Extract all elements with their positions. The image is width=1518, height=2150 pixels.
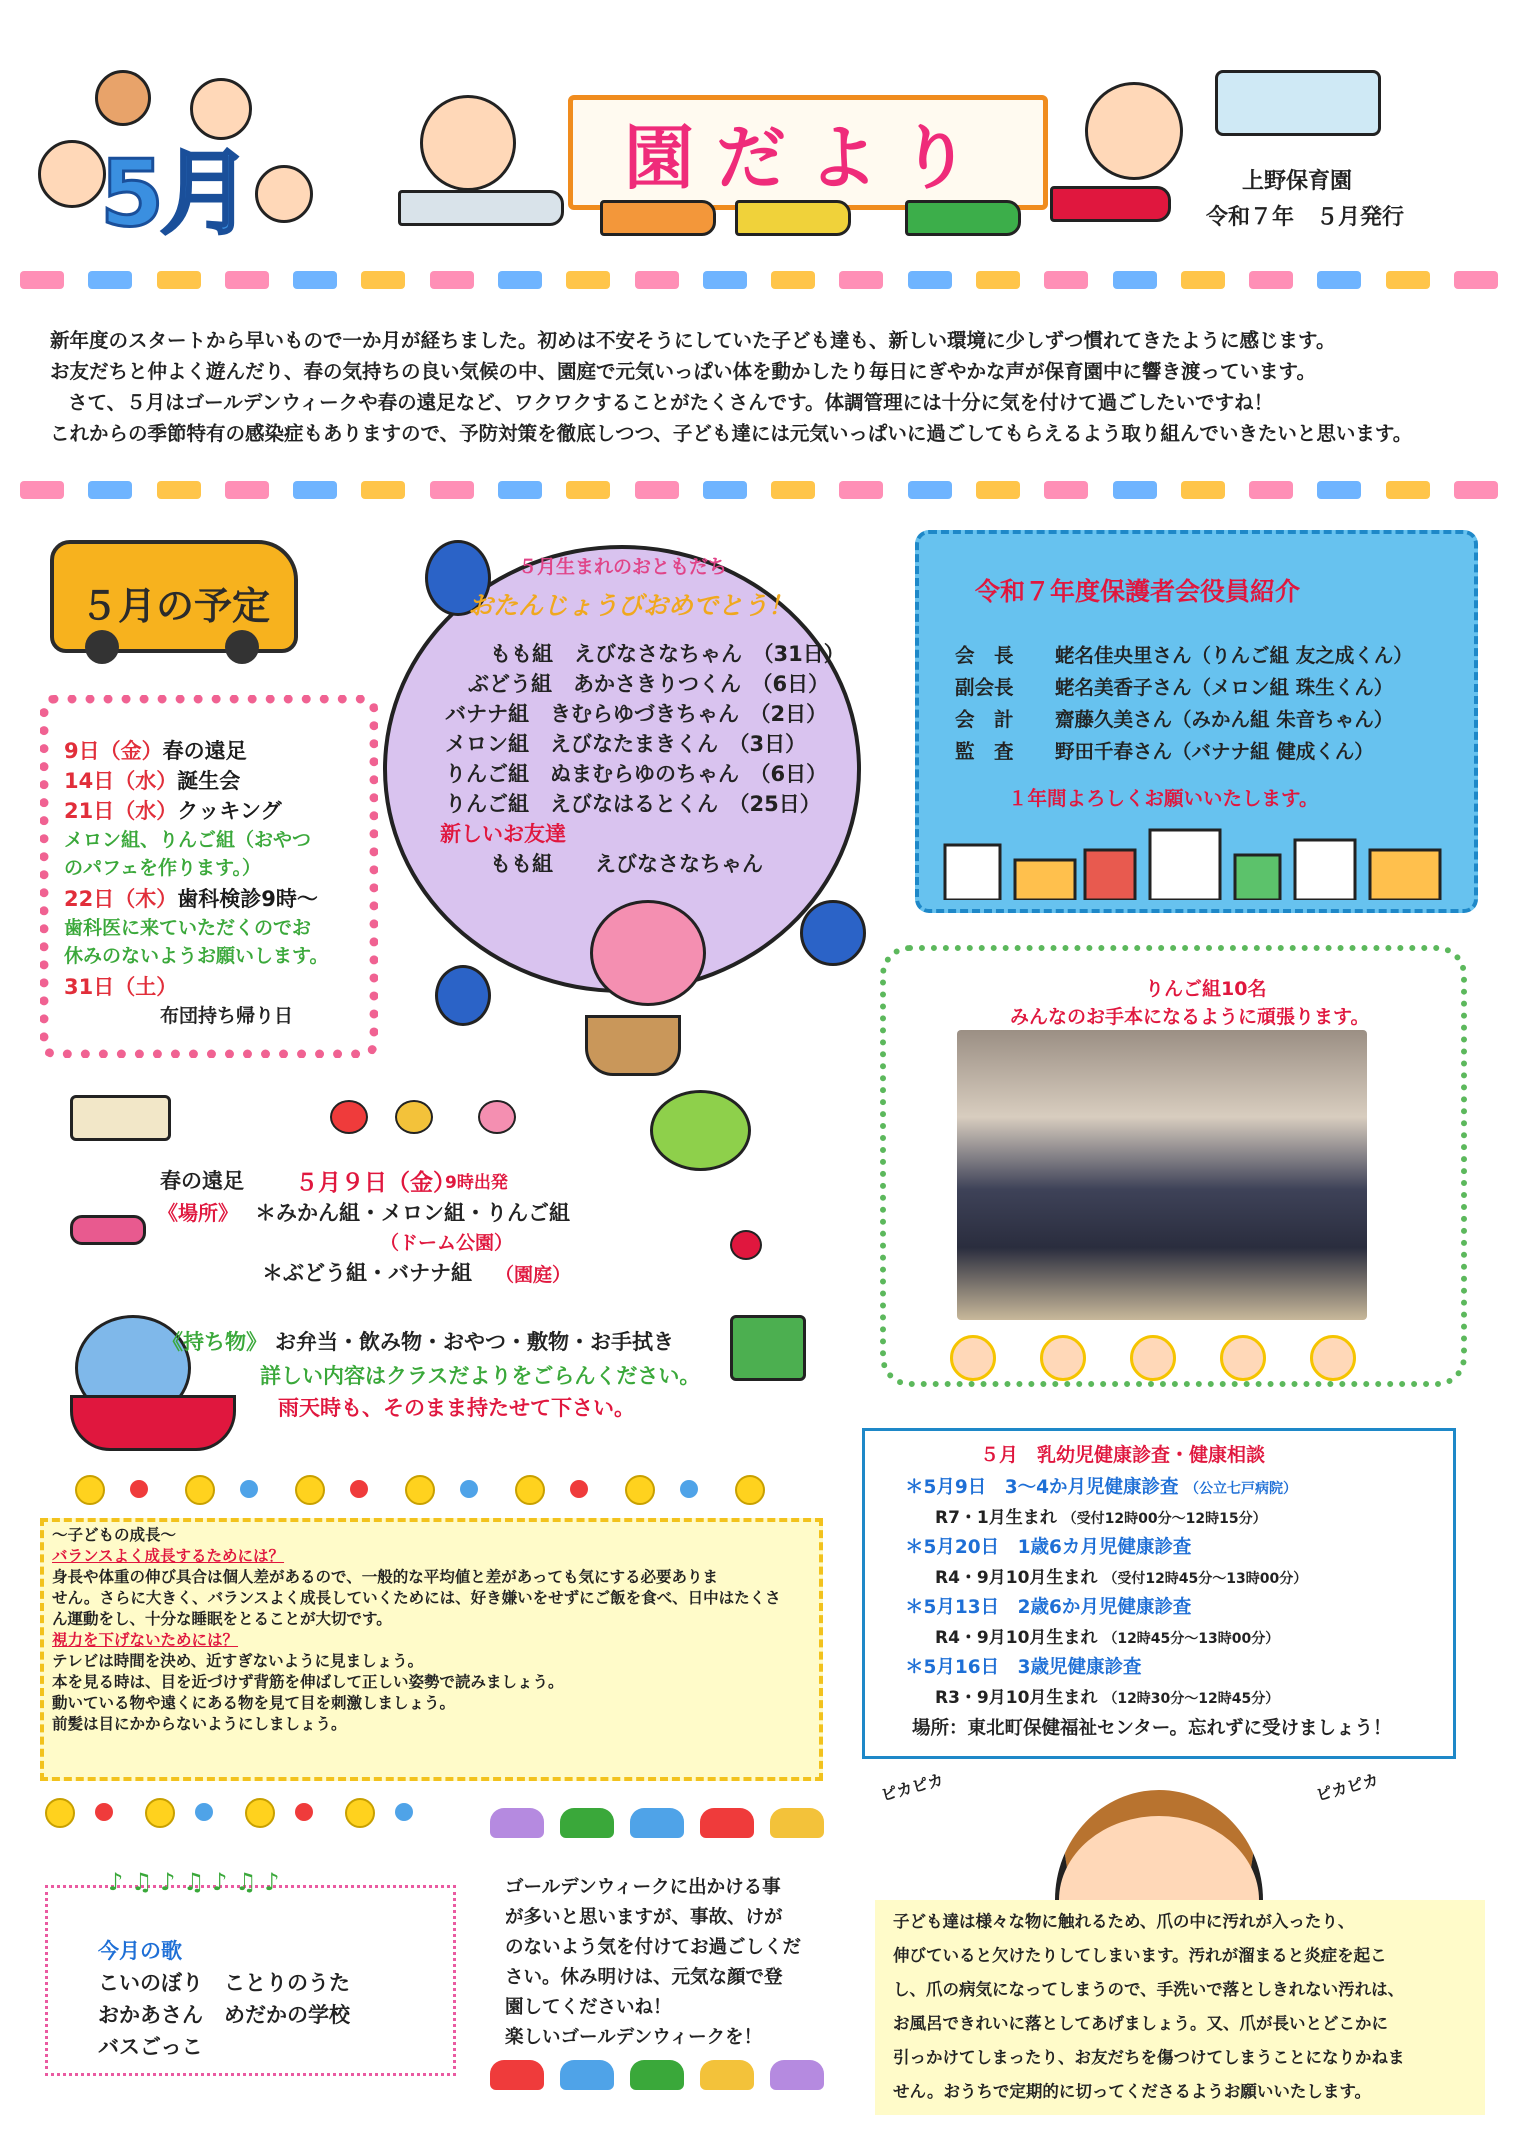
intro-line: 新年度のスタートから早いもので一か月が経ちました。初めは不安そうにしていた子ども達も、新しい環境に少しずつ慣れてきたように感じます。 — [50, 329, 1336, 352]
flower-icon — [295, 1803, 313, 1821]
song-line: バスごっこ — [98, 2035, 203, 2059]
girl-illustration — [1085, 82, 1183, 180]
song-line: おかあさん めだかの学校 — [98, 2003, 350, 2027]
bus-wheel-icon — [85, 630, 119, 664]
checkup-target: R7・1月生まれ （受付12時00分～12時15分） — [935, 1508, 1267, 1528]
checkup-target: R4・9月10月生まれ （12時45分～13時00分） — [935, 1628, 1280, 1648]
chick-icon — [75, 1475, 105, 1505]
bath-illustration — [1215, 70, 1381, 136]
chick-icon — [515, 1475, 545, 1505]
growth-text: せん。さらに大きく、バランスよく成長していくためには、好き嫌いをせずにご飯を食べ、日中はたくさ — [52, 1589, 781, 1607]
excursion-items: お弁当・飲み物・おやつ・敷物・お手拭き — [275, 1330, 674, 1354]
intro-text — [50, 325, 1470, 449]
rabbit-illustration — [95, 70, 151, 126]
excursion-rain-note: 雨天時も、そのまま持たせて下さい。 — [278, 1396, 635, 1420]
golden-week-text: さい。休み明けは、元気な顔で登 — [505, 1967, 783, 1988]
schedule-item: 21日（水）クッキング — [64, 799, 282, 823]
officer-row: 監 査 野田千春さん（バナナ組 健成くん） — [955, 740, 1374, 763]
chick-icon — [405, 1475, 435, 1505]
bag-illustration — [70, 1395, 236, 1451]
schedule-item: 22日（木）歯科検診9時～ — [64, 887, 318, 911]
golden-week-text: が多いと思いますが、事故、けが — [505, 1907, 783, 1928]
child-face-illustration — [1220, 1335, 1266, 1381]
growth-heading: ～子どもの成長～ — [52, 1526, 177, 1544]
flower-icon — [570, 1480, 588, 1498]
child-illustration — [255, 165, 313, 223]
newsletter-title-box — [568, 95, 1048, 210]
checkup-title: ５月 乳幼児健康診査・健康相談 — [980, 1444, 1266, 1466]
chick-icon — [185, 1475, 215, 1505]
birthday-row: りんご組 ぬまむらゆのちゃん （6日） — [445, 762, 828, 786]
checkup-place: 場所：東北町保健福祉センター。忘れずに受けましょう！ — [912, 1718, 1392, 1739]
candy-icon — [70, 1215, 146, 1245]
sparkle-text: ピカピカ — [1313, 1770, 1381, 1805]
birthday-subheading: おたんじょうびおめでとう！ — [468, 591, 794, 620]
excursion-title: 春の遠足 — [160, 1169, 244, 1193]
lunchbox-icon — [730, 1315, 806, 1381]
officer-row: 会 長 蛯名佳央里さん（りんご組 友之成くん） — [955, 644, 1413, 667]
officer-row: 会 計 齋藤久美さん（みかん組 朱音ちゃん） — [955, 708, 1394, 731]
new-friends-label: 新しいお友達 — [440, 822, 566, 846]
car-icon — [630, 1808, 684, 1838]
birthday-row: メロン組 えびなたまきくん （3日） — [445, 732, 807, 756]
flower-icon — [330, 1100, 368, 1134]
chick-icon — [245, 1798, 275, 1828]
excursion-time: 9時出発 — [445, 1173, 508, 1193]
flower-icon — [478, 1100, 516, 1134]
tomato-icon — [730, 1230, 762, 1260]
frog-illustration — [650, 1090, 751, 1171]
birthday-row: バナナ組 きむらゆづきちゃん （2日） — [445, 702, 828, 726]
birthday-row: りんご組 えびなはるとくん （25日） — [445, 792, 821, 816]
excursion-place: （ドーム公園） — [380, 1232, 514, 1254]
koinobori-garland — [20, 265, 1498, 295]
growth-question: 視力を下げないためには？ — [52, 1631, 239, 1649]
excursion-date: ５月９日（金） — [295, 1170, 456, 1196]
sparkle-text: ピカピカ — [878, 1770, 946, 1805]
schedule-item-note: 布団持ち帰り日 — [160, 1005, 294, 1027]
schedule-item-note: のパフェを作ります。） — [64, 857, 262, 879]
checkup-entry: ＊5月9日 3～4か月児健康診査 （公立七戸病院） — [905, 1477, 1297, 1498]
car-icon — [630, 2060, 684, 2090]
month-badge: 5月 — [100, 140, 249, 247]
boy-on-koinobori-illustration — [420, 95, 516, 191]
flower-icon — [95, 1803, 113, 1821]
growth-text: 動いている物や遠くにある物を見て目を刺激しましょう。 — [52, 1694, 456, 1712]
intro-line: さて、５月はゴールデンウィークや春の遠足など、ワクワクすることがたくさんです。体調管理には十分に気を付けて過ごしたいですね！ — [68, 391, 1274, 414]
nail-care-text: 伸びていると欠けたりしてしまいます。汚れが溜まると炎症を起こ — [893, 1946, 1387, 1965]
nail-care-text: 子ども達は様々な物に触れるため、爪の中に汚れが入ったり、 — [893, 1912, 1355, 1931]
city-illustration — [935, 820, 1450, 900]
new-friend-row: もも組 えびなさなちゃん — [490, 852, 763, 876]
child-face-illustration — [1130, 1335, 1176, 1381]
child-face-illustration — [950, 1335, 996, 1381]
car-icon — [700, 2060, 754, 2090]
growth-text: 前髪は目にかからないようにしましょう。 — [52, 1715, 347, 1733]
chick-icon — [345, 1798, 375, 1828]
school-name: 上野保育園 — [1242, 169, 1353, 194]
growth-text: ん運動をし、十分な睡眠をとることが大切です。 — [52, 1610, 392, 1628]
koinobori-icon — [398, 190, 564, 226]
schedule-item: 31日（土） — [64, 975, 178, 999]
officers-thanks: １年間よろしくお願いいたします。 — [1008, 787, 1319, 810]
bird-illustration — [800, 900, 866, 966]
sandwich-illustration — [70, 1095, 171, 1141]
car-icon — [560, 2060, 614, 2090]
nail-care-text: せん。おうちで定期的に切ってくださるようお願いいたします。 — [893, 2082, 1372, 2101]
child-face-illustration — [1310, 1335, 1356, 1381]
golden-week-text: ゴールデンウィークに出かける事 — [505, 1877, 781, 1898]
growth-text: テレビは時間を決め、近すぎないように見ましょう。 — [52, 1652, 424, 1670]
excursion-place-label: 《場所》 — [158, 1201, 238, 1225]
car-icon — [770, 1808, 824, 1838]
car-icon — [700, 1808, 754, 1838]
koinobori-icon — [905, 200, 1021, 236]
excursion-group: ＊ぶどう組・バナナ組 — [262, 1261, 472, 1285]
flower-icon — [395, 1100, 433, 1134]
officer-row: 副会長 蛯名美香子さん（メロン組 珠生くん） — [955, 676, 1394, 699]
koinobori-icon — [735, 200, 851, 236]
rabbit-illustration — [590, 900, 706, 1006]
growth-question: バランスよく成長するためには？ — [52, 1547, 285, 1565]
chick-icon — [45, 1798, 75, 1828]
schedule-item: 9日（金）春の遠足 — [64, 739, 247, 763]
golden-week-text: 楽しいゴールデンウィークを！ — [505, 2027, 763, 2048]
officers-title: 令和７年度保護者会役員紹介 — [975, 577, 1301, 606]
issue-date: 令和７年 ５月発行 — [1206, 205, 1405, 230]
checkup-entry: ＊5月20日 1歳6カ月児健康診査 — [905, 1537, 1192, 1558]
child-illustration — [38, 140, 106, 208]
birthday-row: もも組 えびなさなちゃん （31日） — [490, 642, 845, 666]
newsletter-title: 園だより — [624, 116, 992, 199]
flower-icon — [350, 1480, 368, 1498]
excursion-group: ＊みかん組・メロン組・りんご組 — [255, 1201, 570, 1225]
bird-illustration — [435, 965, 491, 1026]
flower-icon — [240, 1480, 258, 1498]
apple-class-caption: りんご組10名 — [1145, 978, 1267, 1000]
schedule-item-note: 休みのないようお願いします。 — [64, 945, 329, 967]
golden-week-text: 園してくださいね！ — [505, 1997, 672, 2018]
birthday-heading: ５月生まれのおともだち — [518, 556, 728, 578]
schedule-item-note: メロン組、りんご組（おやつ — [64, 829, 312, 851]
balloon-basket-illustration — [585, 1015, 681, 1076]
schedule-label: ５月の予定 — [80, 584, 271, 628]
checkup-entry: ＊5月13日 2歳6か月児健康診査 — [905, 1597, 1192, 1618]
child-face-illustration — [1040, 1335, 1086, 1381]
koinobori-garland — [20, 475, 1498, 505]
chick-icon — [145, 1798, 175, 1828]
checkup-target: R4・9月10月生まれ （受付12時45分～13時00分） — [935, 1568, 1308, 1588]
car-icon — [490, 1808, 544, 1838]
checkup-target: R3・9月10月生まれ （12時30分～12時45分） — [935, 1688, 1280, 1708]
flower-icon — [395, 1803, 413, 1821]
intro-line: これからの季節特有の感染症もありますので、予防対策を徹底しつつ、子ども達には元気いっぱいに過ごしてもらえるよう取り組んでいきたいと思います。 — [50, 422, 1413, 445]
schedule-item: 14日（水）誕生会 — [64, 769, 241, 793]
excursion-place: （園庭） — [495, 1264, 572, 1286]
chick-icon — [295, 1475, 325, 1505]
apple-class-subcaption: みんなのお手本になるように頑張ります。 — [1010, 1006, 1370, 1028]
music-note-icon: ♪ ♫ ♪ ♫ ♪ ♫ ♪ — [108, 1868, 280, 1896]
excursion-items-label: 《持ち物》 — [162, 1330, 267, 1354]
bus-wheel-icon — [225, 630, 259, 664]
chick-icon — [625, 1475, 655, 1505]
golden-week-text: のないよう気を付けてお過ごしくだ — [505, 1937, 802, 1958]
car-icon — [770, 2060, 824, 2090]
growth-text: 身長や体重の伸び具合は個人差があるので、一般的な平均値と差があっても気にする必要ありま — [52, 1568, 719, 1586]
koinobori-icon — [600, 200, 716, 236]
chick-icon — [735, 1475, 765, 1505]
song-line: こいのぼり ことりのうた — [98, 1971, 350, 1995]
schedule-item-note: 歯科医に来ていただくのでお — [64, 917, 312, 939]
car-icon — [490, 2060, 544, 2090]
birthday-row: ぶどう組 あかさきりつくん （6日） — [468, 672, 830, 696]
nail-care-text: お風呂できれいに落としてあげましょう。又、爪が長いとどこかに — [893, 2014, 1388, 2033]
class-group-photo — [957, 1030, 1367, 1320]
growth-text: 本を見る時は、目を近づけず背筋を伸ばして正しい姿勢で読みましょう。 — [52, 1673, 564, 1691]
car-icon — [560, 1808, 614, 1838]
songs-title: 今月の歌 — [98, 1939, 182, 1963]
checkup-entry: ＊5月16日 3歳児健康診査 — [905, 1657, 1142, 1678]
flower-icon — [130, 1480, 148, 1498]
flower-icon — [195, 1803, 213, 1821]
flower-icon — [460, 1480, 478, 1498]
nail-care-text: 引っかけてしまったり、お友だちを傷つけてしまうことになりかねま — [893, 2048, 1405, 2067]
excursion-note: 詳しい内容はクラスだよりをごらんください。 — [260, 1364, 701, 1388]
intro-line: お友だちと仲よく遊んだり、春の気持ちの良い気候の中、園庭で元気いっぱい体を動かしたり毎日にぎやかな声が保育園中に響き渡っています。 — [50, 360, 1316, 383]
koinobori-icon — [1050, 186, 1171, 222]
nail-care-text: し、爪の病気になってしまうので、手洗いで落としきれない汚れは、 — [893, 1980, 1405, 1999]
flower-icon — [680, 1480, 698, 1498]
